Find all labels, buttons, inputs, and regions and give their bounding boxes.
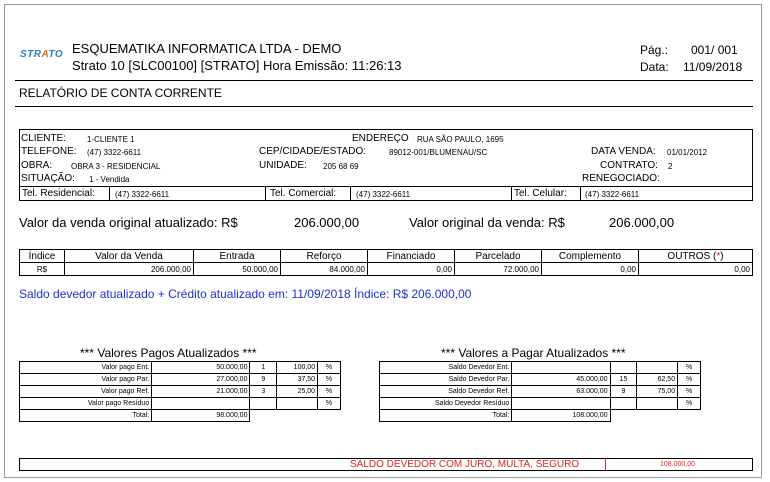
title-divider [15, 106, 753, 107]
a-pagar-cell-value [512, 362, 610, 374]
cep-label: CEP/CIDADE/ESTADO: [259, 146, 367, 157]
col-outros [639, 250, 753, 263]
original-atualizado-value: 206.000,00 [294, 215, 360, 230]
contrato-value: 2 [668, 162, 673, 171]
pagos-total-row [20, 410, 341, 422]
a-pagar-cell-qty [610, 398, 637, 410]
pagos-total-label: Total: [20, 410, 152, 422]
a-pagar-cell-pct [637, 398, 678, 410]
a-pagar-total-label: Total: [380, 410, 512, 422]
tel-com-label: Tel. Comercial: [270, 188, 337, 199]
cliente-label: CLIENTE: [21, 133, 67, 144]
report-subtitle: Strato 10 [SLC00100] [STRATO] Hora Emissão: 11:26:13 [72, 58, 402, 73]
pagos-cell-sym: % [318, 386, 341, 398]
situacao-value: 1 - Vendida [89, 175, 130, 184]
phone-sep-2 [265, 186, 266, 201]
col-outros-star: * [716, 250, 721, 262]
a-pagar-cell-value [512, 398, 610, 410]
data-venda-label: DATA VENDA: [591, 146, 656, 157]
header-divider [15, 80, 753, 81]
col-outros-label: OUTROS ( [667, 250, 717, 262]
a-pagar-row [380, 362, 701, 374]
pagos-cell-qty: 3 [250, 386, 277, 398]
telefone-value: (47) 3322-6611 [87, 148, 142, 157]
tel-com-value: (47) 3322-6611 [356, 190, 411, 199]
original-atualizado-label: Valor da venda original atualizado: R$ [19, 215, 238, 230]
a-pagar-cell-sym: % [678, 398, 701, 410]
phone-sep-1 [109, 186, 110, 201]
a-pagar-cell-label: Saldo Devedor Par. [380, 374, 512, 386]
endereco-value: RUA SÃO PAULO, 1695 [417, 135, 504, 144]
a-pagar-total-empty [610, 410, 700, 422]
situacao-label: SITUAÇÃO: [21, 173, 75, 184]
a-pagar-cell-qty: 15 [610, 374, 637, 386]
footer-value: 108.000,00 [660, 461, 696, 468]
a-pagar-table [379, 361, 701, 422]
tel-res-value: (47) 3322-6611 [115, 190, 170, 199]
company-name: ESQUEMATIKA INFORMATICA LTDA - DEMO [72, 41, 342, 56]
original-label: Valor original da venda: R$ [409, 215, 565, 230]
report-page [4, 4, 762, 478]
pagos-cell-sym: % [318, 374, 341, 386]
a-pagar-row [380, 386, 701, 398]
strato-logo [20, 49, 63, 60]
report-title: RELATÓRIO DE CONTA CORRENTE [19, 86, 222, 100]
col-complemento: Complemento [542, 250, 639, 263]
obra-value: OBRA 3 - RESIDENCIAL [71, 162, 161, 171]
pagos-cell-pct [277, 398, 318, 410]
unidade-label: UNIDADE: [259, 160, 307, 171]
cell-entrada: 50.000,00 [194, 263, 281, 276]
a-pagar-title: *** Valores a Pagar Atualizados *** [441, 346, 626, 360]
pagos-cell-label: Valor pago Ref. [20, 386, 152, 398]
pagos-row [20, 362, 341, 374]
a-pagar-row [380, 398, 701, 410]
pagos-cell-value: 21.000,00 [152, 386, 250, 398]
cliente-value: 1-CLIENTE 1 [87, 135, 135, 144]
contrato-label: CONTRATO: [600, 160, 658, 171]
pagos-cell-label: Valor pago Resíduo [20, 398, 152, 410]
footer-sep [605, 458, 606, 471]
pagos-cell-label: Valor pago Par. [20, 374, 152, 386]
a-pagar-cell-pct [637, 362, 678, 374]
date-value: 11/09/2018 [683, 60, 743, 74]
tel-cel-value: (47) 3322-6611 [585, 190, 640, 199]
a-pagar-cell-label: Saldo Devedor Ent. [380, 362, 512, 374]
cell-reforco: 84.000,00 [281, 263, 368, 276]
phone-row-divider [19, 186, 753, 187]
col-parcelado: Parcelado [455, 250, 542, 263]
pagos-cell-qty: 9 [250, 374, 277, 386]
pagos-cell-pct: 25,00 [277, 386, 318, 398]
col-indice: Índice [20, 250, 65, 263]
pagos-row [20, 398, 341, 410]
a-pagar-cell-value: 45.000,00 [512, 374, 610, 386]
pagos-row [20, 374, 341, 386]
phone-sep-3 [350, 186, 351, 201]
a-pagar-cell-sym: % [678, 362, 701, 374]
phone-sep-5 [580, 186, 581, 201]
pagos-cell-sym: % [318, 398, 341, 410]
a-pagar-cell-qty [610, 362, 637, 374]
tel-cel-label: Tel. Celular: [514, 188, 567, 199]
pagos-cell-pct: 100,00 [277, 362, 318, 374]
sale-table-header-row [20, 250, 753, 263]
pagos-cell-qty: 1 [250, 362, 277, 374]
sale-table-row [20, 263, 753, 276]
pagos-cell-label: Valor pago Ent. [20, 362, 152, 374]
pagos-cell-sym: % [318, 362, 341, 374]
pagos-total-value: 98.000,00 [152, 410, 250, 422]
pagos-cell-value: 27.000,00 [152, 374, 250, 386]
saldo-atualizado-line: Saldo devedor atualizado + Crédito atualizado em: 11/09/2018 Índice: R$ 206.000,00 [19, 287, 472, 301]
col-entrada: Entrada [194, 250, 281, 263]
a-pagar-cell-sym: % [678, 374, 701, 386]
endereco-label: ENDEREÇO [352, 133, 409, 144]
pagos-table [19, 361, 341, 422]
telefone-label: TELEFONE: [21, 146, 77, 157]
page-value: 001/ 001 [691, 43, 738, 57]
logo-text-left: STR [20, 49, 42, 60]
date-label: Data: [640, 60, 669, 74]
cell-outros: 0,00 [639, 263, 753, 276]
logo-text-right: TO [48, 49, 64, 60]
cell-financiado: 0,00 [368, 263, 455, 276]
a-pagar-total-row [380, 410, 701, 422]
a-pagar-cell-pct: 62,50 [637, 374, 678, 386]
tel-res-label: Tel. Residencial: [22, 188, 95, 199]
data-venda-value: 01/01/2012 [667, 148, 708, 157]
footer-label: SALDO DEVEDOR COM JURO, MULTA, SEGURO [350, 459, 580, 470]
logo-text-mid: A [41, 49, 49, 60]
a-pagar-row [380, 374, 701, 386]
a-pagar-cell-label: Saldo Devedor Resíduo [380, 398, 512, 410]
cell-valor-venda: 206.000,00 [65, 263, 194, 276]
col-financiado: Financiado [368, 250, 455, 263]
pagos-cell-qty [250, 398, 277, 410]
unidade-value: 205 68 69 [323, 162, 359, 171]
pagos-title: *** Valores Pagos Atualizados *** [80, 346, 257, 360]
obra-label: OBRA: [21, 160, 53, 171]
original-value: 206.000,00 [609, 215, 675, 230]
col-outros-close: ) [720, 250, 724, 262]
a-pagar-total-value: 108.000,00 [512, 410, 610, 422]
a-pagar-cell-value: 63.000,00 [512, 386, 610, 398]
page-label: Pág.: [640, 43, 669, 57]
pagos-row [20, 386, 341, 398]
cell-parcelado: 72.000,00 [455, 263, 542, 276]
cep-value: 89012-001/BLUMENAU/SC [389, 148, 488, 157]
a-pagar-cell-sym: % [678, 386, 701, 398]
pagos-total-empty [250, 410, 341, 422]
a-pagar-cell-label: Saldo Devedor Ref. [380, 386, 512, 398]
renegociado-label: RENEGOCIADO: [582, 173, 660, 184]
cell-indice: R$ [20, 263, 65, 276]
phone-sep-4 [511, 186, 512, 201]
a-pagar-cell-qty: 9 [610, 386, 637, 398]
a-pagar-cell-pct: 75,00 [637, 386, 678, 398]
col-valor-venda: Valor da Venda [65, 250, 194, 263]
pagos-cell-pct: 37,50 [277, 374, 318, 386]
cell-complemento: 0,00 [542, 263, 639, 276]
sale-table [19, 249, 753, 276]
col-reforco: Reforço [281, 250, 368, 263]
pagos-cell-value: 50.000,00 [152, 362, 250, 374]
pagos-cell-value [152, 398, 250, 410]
